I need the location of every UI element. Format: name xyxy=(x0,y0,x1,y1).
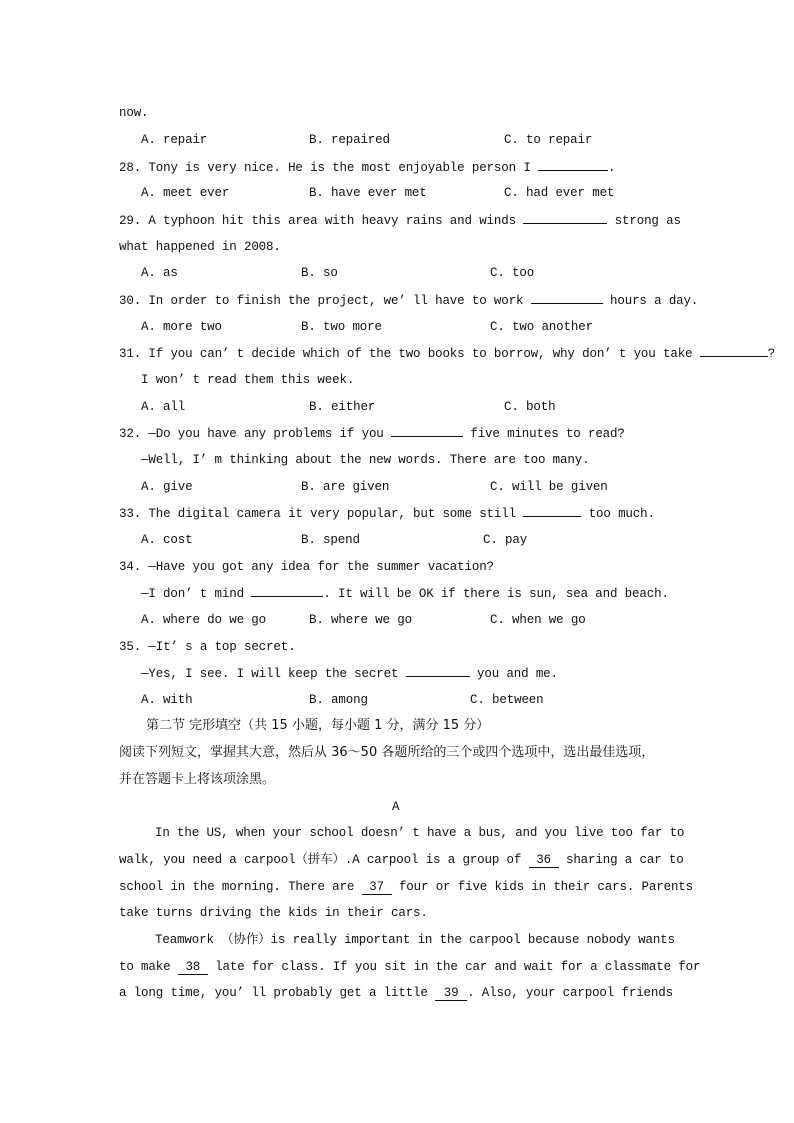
options-row xyxy=(0,530,794,550)
options-row xyxy=(0,397,794,417)
text-line: —I don’ t mind . It will be OK if there is sun, sea and beach. xyxy=(141,583,669,603)
option: B. are given xyxy=(301,480,390,494)
option: B. repaired xyxy=(309,133,390,147)
answer-blank xyxy=(251,583,323,597)
option: A. as xyxy=(141,266,178,280)
text-line: —Well, I’ m thinking about the new words. There are too many. xyxy=(141,453,590,467)
option: C. pay xyxy=(483,533,528,547)
option: A. all xyxy=(141,400,186,414)
answer-blank xyxy=(700,343,768,357)
answer-blank xyxy=(538,157,608,171)
options-row xyxy=(0,317,794,337)
option: C. between xyxy=(470,693,544,707)
question-32: 32. —Do you have any problems if you five minutes to read? xyxy=(119,423,625,443)
option: C. will be given xyxy=(490,480,608,494)
options-row xyxy=(0,130,794,150)
text-line: I won’ t read them this week. xyxy=(141,373,355,387)
option: C. had ever met xyxy=(504,186,615,200)
passage-title: A xyxy=(392,800,400,814)
passage-line: to make 38 late for class. If you sit in the car and wait for a classmate for xyxy=(119,960,701,974)
answer-blank xyxy=(531,290,603,304)
question-34: 34. —Have you got any idea for the summer vacation? xyxy=(119,560,494,574)
options-row xyxy=(0,263,794,283)
text-line: —Yes, I see. I will keep the secret you and me. xyxy=(141,663,558,683)
answer-blank xyxy=(523,210,607,224)
section-instructions: 并在答题卡上将该项涂黑。 xyxy=(119,772,276,787)
passage-line: In the US, when your school doesn’ t have a bus, and you live too far to xyxy=(155,826,685,840)
option: A. give xyxy=(141,480,193,494)
question-30: 30. In order to finish the project, we’ ll have to work hours a day. xyxy=(119,290,698,310)
option: A. more two xyxy=(141,320,222,334)
options-row xyxy=(0,477,794,497)
answer-blank xyxy=(391,423,463,437)
options-row xyxy=(0,610,794,630)
passage-line: take turns driving the kids in their cars. xyxy=(119,906,428,920)
option: B. have ever met xyxy=(309,186,427,200)
option: C. when we go xyxy=(490,613,586,627)
cloze-blank: 37 xyxy=(362,880,392,895)
options-row xyxy=(0,183,794,203)
passage-line: walk, you need a carpool（拼车）.A carpool is a group of 36 sharing a car to xyxy=(119,853,684,867)
option: C. to repair xyxy=(504,133,593,147)
option: B. either xyxy=(309,400,376,414)
option: C. too xyxy=(490,266,535,280)
option: B. where we go xyxy=(309,613,412,627)
question-31: 31. If you can’ t decide which of the two books to borrow, why don’ t you take ? xyxy=(119,343,775,363)
cloze-blank: 39 xyxy=(435,986,467,1001)
option: A. with xyxy=(141,693,193,707)
option: A. where do we go xyxy=(141,613,266,627)
passage-line: school in the morning. There are 37 four or five kids in their cars. Parents xyxy=(119,880,693,894)
question-33: 33. The digital camera it very popular, but some still too much. xyxy=(119,503,655,523)
options-row xyxy=(0,690,794,710)
question-29: 29. A typhoon hit this area with heavy rains and winds strong as xyxy=(119,210,681,230)
text-line: now. xyxy=(119,106,149,120)
section-instructions: 阅读下列短文，掌握其大意，然后从 36～50 各题所给的三个或四个选项中，选出最佳选项， xyxy=(119,745,655,760)
passage-line: a long time, you’ ll probably get a little 39 . Also, your carpool friends xyxy=(119,986,673,1000)
option: A. cost xyxy=(141,533,193,547)
option: A. repair xyxy=(141,133,208,147)
answer-blank xyxy=(523,503,581,517)
cloze-blank: 36 xyxy=(529,853,559,868)
text-line: what happened in 2008. xyxy=(119,240,281,254)
question-28: 28. Tony is very nice. He is the most enjoyable person I . xyxy=(119,157,615,177)
cloze-blank: 38 xyxy=(178,960,208,975)
option: B. so xyxy=(301,266,338,280)
option: B. among xyxy=(309,693,368,707)
option: A. meet ever xyxy=(141,186,230,200)
option: C. both xyxy=(504,400,556,414)
question-35: 35. —It’ s a top secret. xyxy=(119,640,296,654)
option: B. spend xyxy=(301,533,360,547)
answer-blank xyxy=(406,663,470,677)
option: B. two more xyxy=(301,320,382,334)
passage-line: Teamwork （协作）is really important in the carpool because nobody wants xyxy=(155,933,675,947)
section-heading: 第二节 完形填空（共 15 小题，每小题 1 分，满分 15 分） xyxy=(146,718,490,733)
option: C. two another xyxy=(490,320,593,334)
